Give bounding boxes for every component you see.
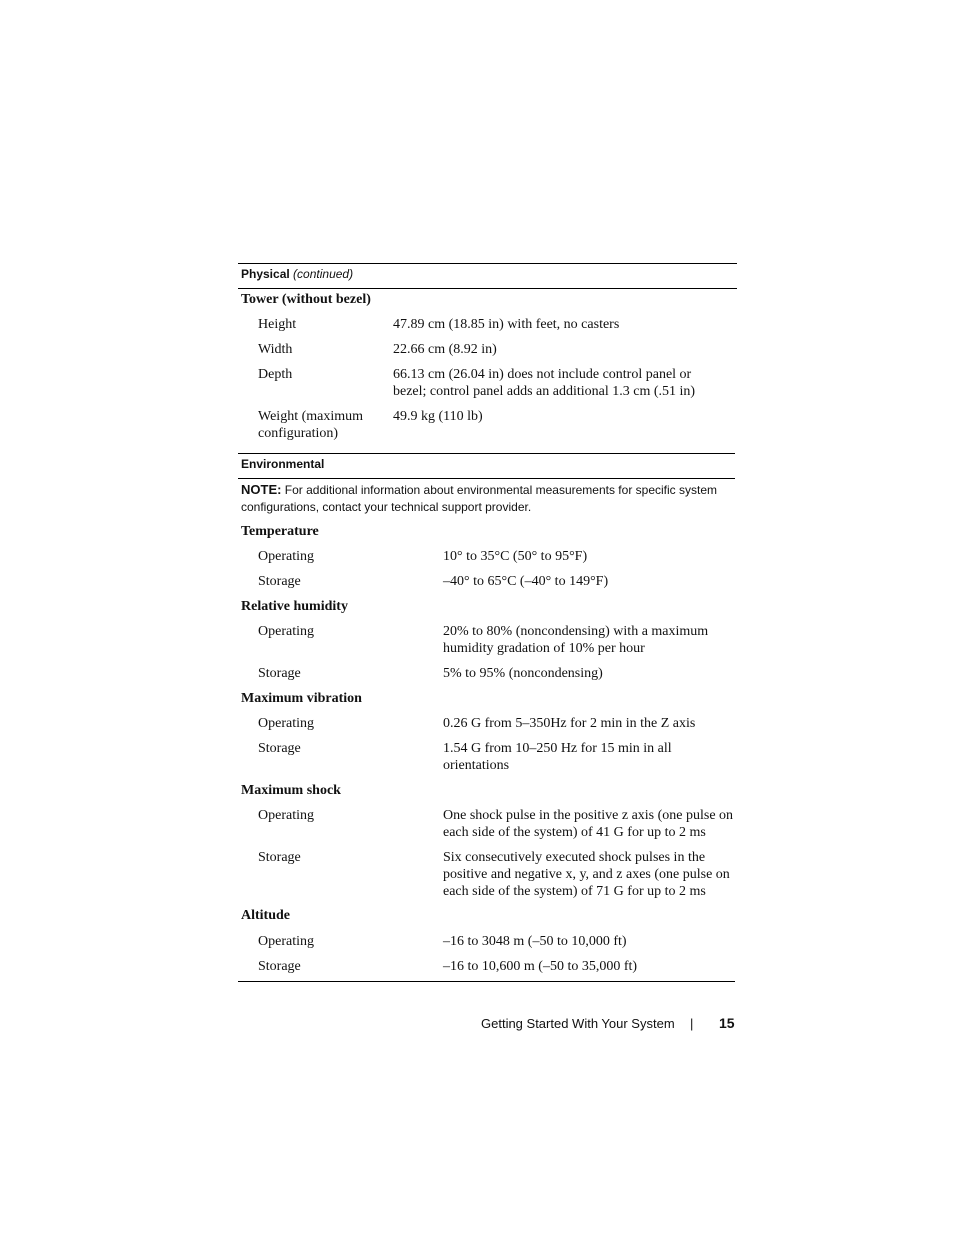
env-row-value: Six consecutively executed shock pulses in the positive and negative x, y, and z axes (one pulse on each side of the system) of 71 G for up to 2 ms (443, 850, 730, 899)
environmental-bottom-rule (238, 981, 735, 982)
environmental-top-rule (238, 453, 735, 454)
physical-row-value: 22.66 cm (8.92 in) (393, 342, 497, 357)
physical-heading (241, 267, 353, 281)
env-row-value: –16 to 3048 m (–50 to 10,000 ft) (443, 934, 627, 949)
env-row-label: Storage (258, 574, 301, 589)
group-title-relative-humidity: Relative humidity (241, 599, 348, 614)
env-row-value: 5% to 95% (noncondensing) (443, 666, 603, 681)
env-row-label: Operating (258, 624, 314, 639)
env-row-label: Operating (258, 716, 314, 731)
physical-row-label: Depth (258, 367, 293, 382)
env-row-label: Storage (258, 666, 301, 681)
physical-heading-rule (238, 288, 737, 289)
physical-row-label: Weight (maximum configuration) (258, 409, 364, 441)
group-title-maximum-shock: Maximum shock (241, 783, 341, 798)
env-row-label: Operating (258, 934, 314, 949)
env-row-label: Storage (258, 850, 301, 865)
env-row-label: Operating (258, 549, 314, 564)
physical-row-label: Height (258, 317, 297, 332)
footer-title: Getting Started With Your System (481, 1016, 675, 1031)
env-row-label: Storage (258, 741, 301, 756)
env-row-label: Operating (258, 808, 314, 823)
group-title-altitude: Altitude (241, 908, 290, 923)
physical-row-value: 47.89 cm (18.85 in) with feet, no casters (393, 317, 620, 332)
note-text: For additional information about environmental measurements for specific system configurations, contact your technical support provider. (241, 483, 717, 514)
env-row-value: 0.26 G from 5–350Hz for 2 min in the Z axis (443, 716, 696, 731)
page-number: 15 (719, 1015, 735, 1031)
physical-row-value: 66.13 cm (26.04 in) does not include control panel or bezel; control panel adds an additional 1.3 cm (.51 in) (393, 367, 696, 399)
group-title-maximum-vibration: Maximum vibration (241, 691, 362, 706)
footer-separator: | (690, 1016, 694, 1031)
tower-group-title: Tower (without bezel) (241, 292, 371, 307)
env-row-value: –40° to 65°C (–40° to 149°F) (443, 574, 609, 589)
env-row-value: 1.54 G from 10–250 Hz for 15 min in all orientations (443, 741, 672, 773)
env-row-label: Storage (258, 959, 301, 974)
env-row-value: –16 to 10,600 m (–50 to 35,000 ft) (443, 959, 638, 974)
environmental-heading-rule (238, 478, 735, 479)
env-row-value: 10° to 35°C (50° to 95°F) (443, 549, 588, 564)
env-row-value: One shock pulse in the positive z axis (one pulse on each side of the system) of 41 G for up to 2 ms (443, 808, 734, 840)
env-row-value: 20% to 80% (noncondensing) with a maximum humidity gradation of 10% per hour (443, 624, 709, 656)
physical-row-label: Width (258, 342, 293, 357)
note-label: NOTE: (241, 482, 282, 497)
environmental-heading: Environmental (241, 457, 325, 471)
group-title-temperature: Temperature (241, 524, 319, 539)
physical-row-value: 49.9 kg (110 lb) (393, 409, 483, 424)
physical-top-rule (238, 263, 737, 264)
physical-heading-suffix: (continued) (293, 267, 354, 281)
physical-heading-label: Physical (241, 267, 290, 281)
environmental-note (241, 481, 717, 516)
